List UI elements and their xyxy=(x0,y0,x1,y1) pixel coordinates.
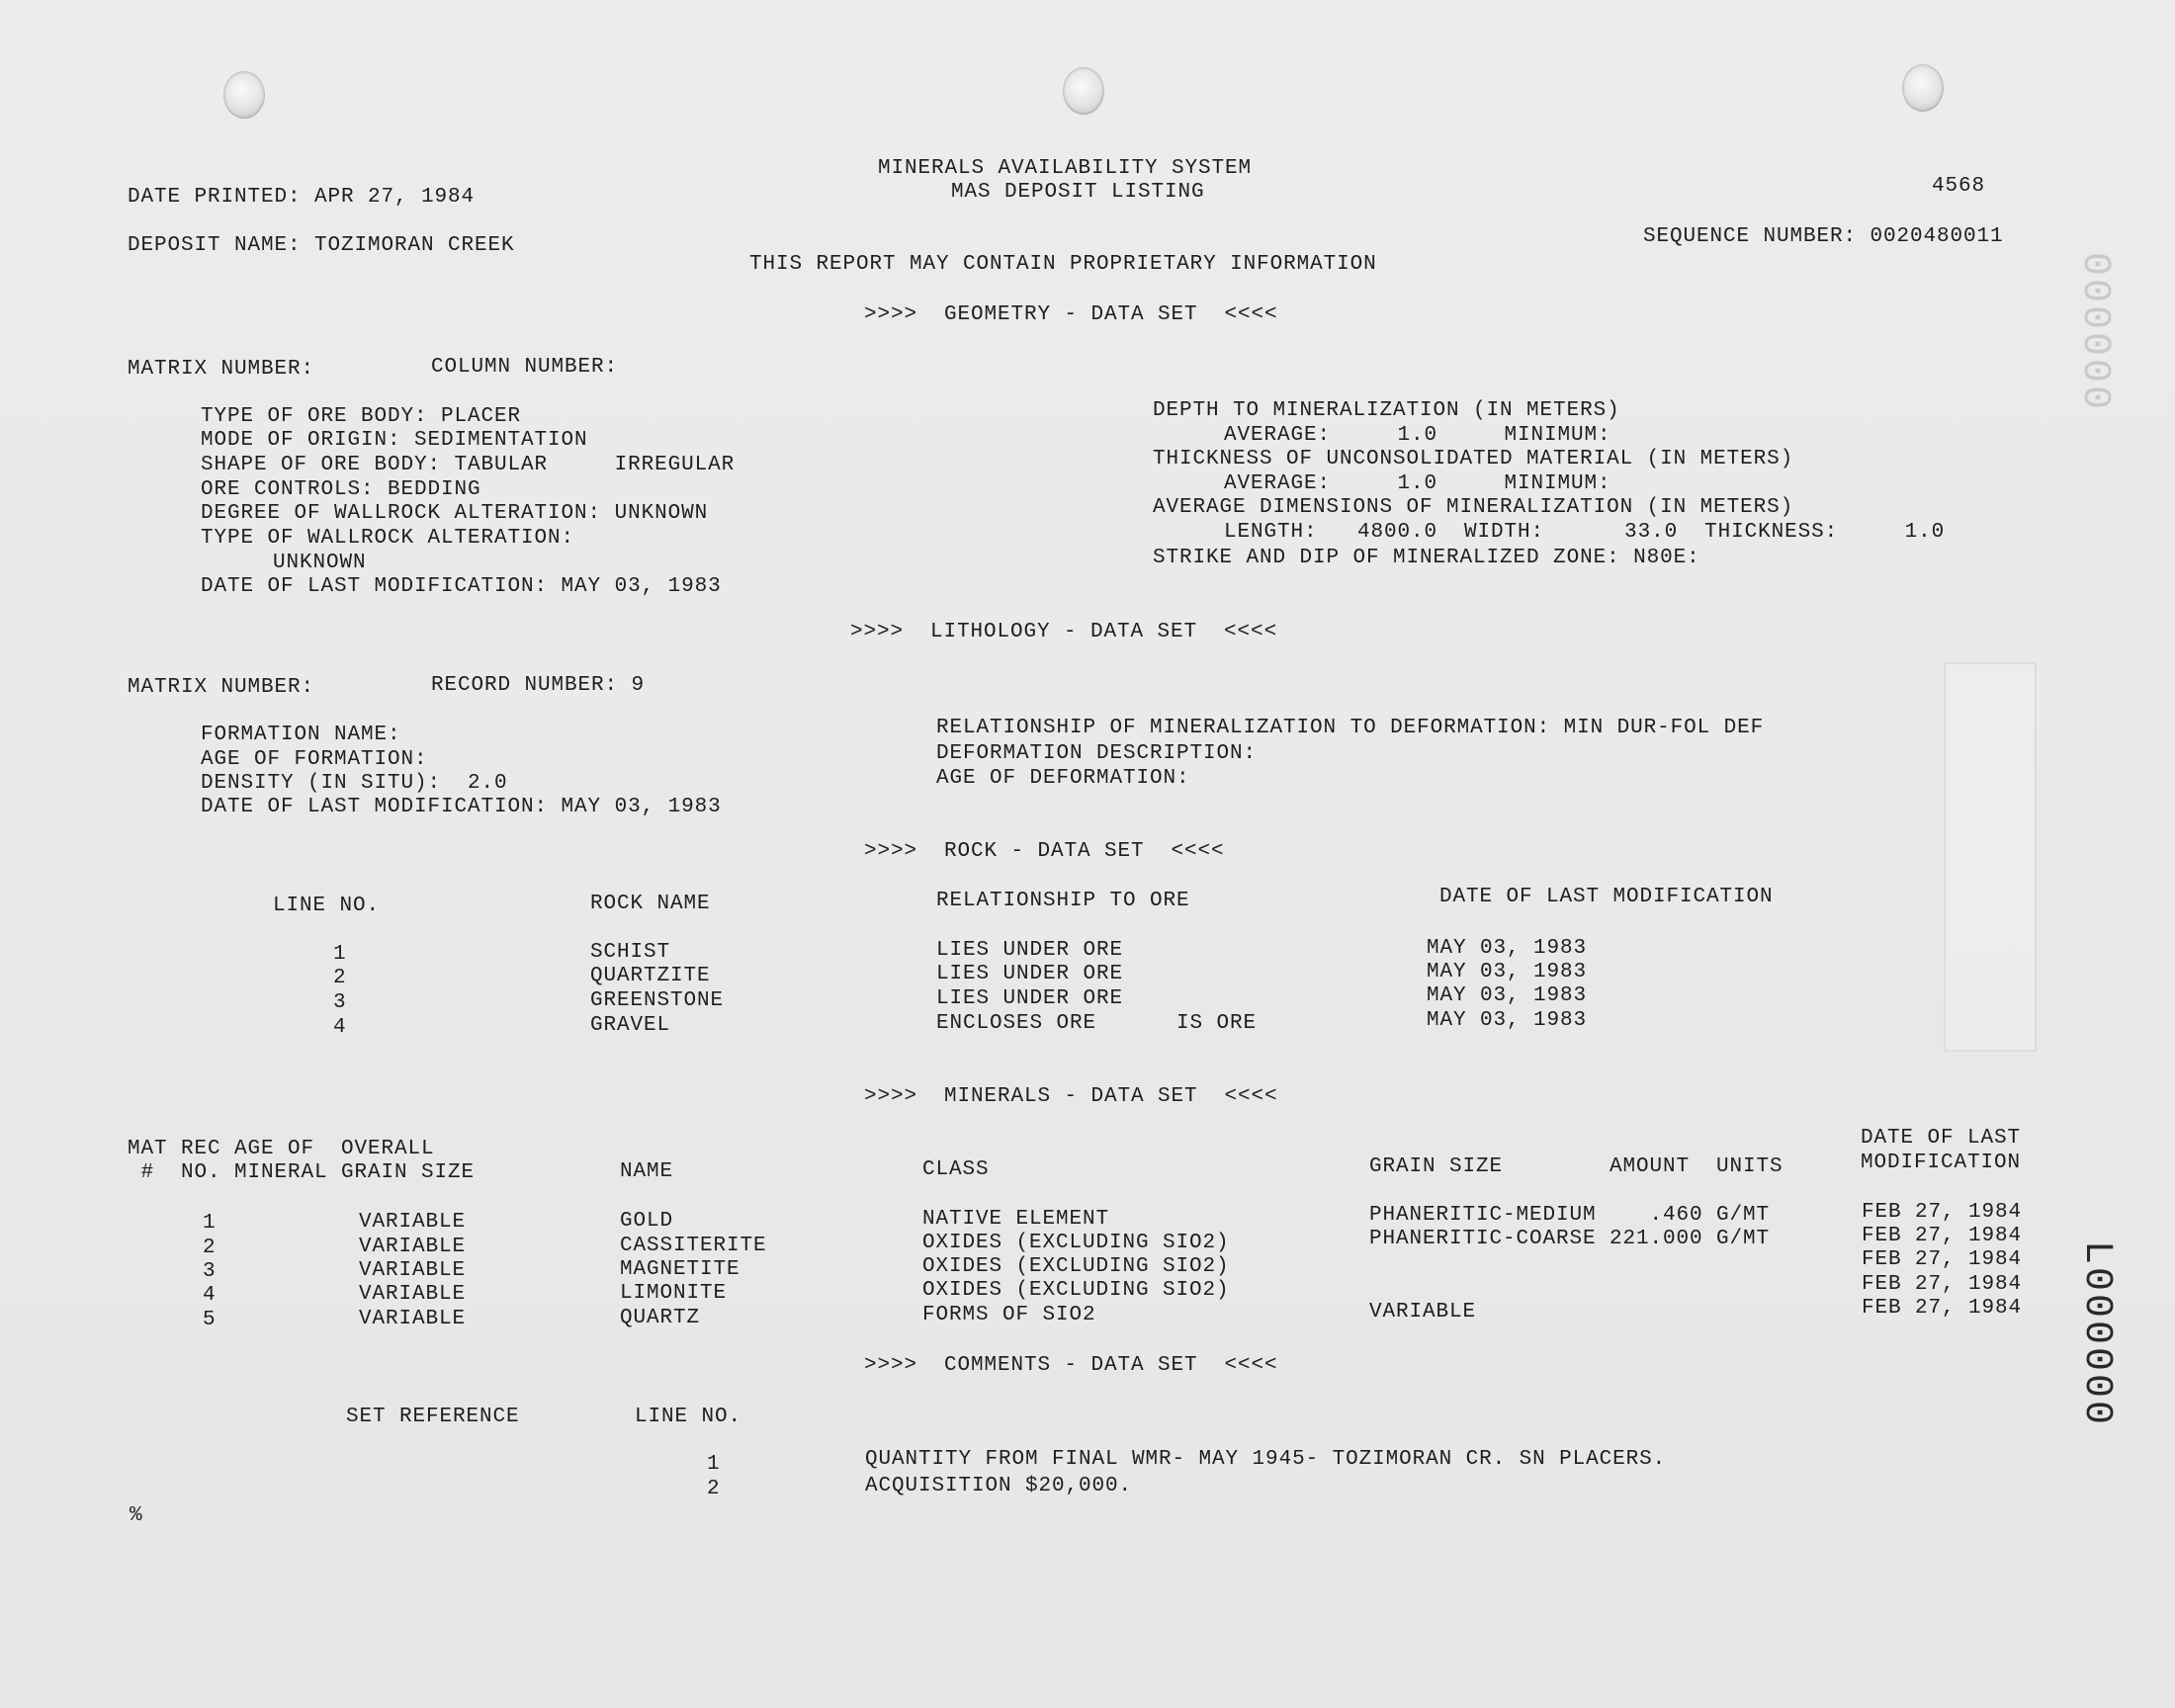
minerals-header-line-1: MAT REC AGE OF OVERALL xyxy=(128,1138,435,1160)
mineral-row-1-rec: 1 xyxy=(203,1212,217,1235)
sequence-number: SEQUENCE NUMBER: 0020480011 xyxy=(1643,225,2004,248)
comment-row-1-line: 1 xyxy=(707,1453,721,1476)
wallrock-alteration-type-value: UNKNOWN xyxy=(273,552,367,574)
minerals-header-date-1: DATE OF LAST xyxy=(1861,1127,2022,1150)
mode-of-origin: MODE OF ORIGIN: SEDIMENTATION xyxy=(201,429,588,452)
mineral-row-1-grain: VARIABLE xyxy=(359,1211,467,1234)
wallrock-alteration-type: TYPE OF WALLROCK ALTERATION: xyxy=(201,527,575,550)
mineral-row-4-date: FEB 27, 1984 xyxy=(1862,1273,2023,1296)
mineral-row-5-date: FEB 27, 1984 xyxy=(1862,1297,2023,1320)
mineral-row-5-name: QUARTZ xyxy=(620,1307,701,1329)
comment-row-1-text: QUANTITY FROM FINAL WMR- MAY 1945- TOZIMORAN CR. SN PLACERS. xyxy=(865,1448,1667,1471)
ore-body-type: TYPE OF ORE BODY: PLACER xyxy=(201,405,522,428)
faint-bleedthrough-box xyxy=(1944,662,2037,1052)
minerals-header-grain-amount-units: GRAIN SIZE AMOUNT UNITS xyxy=(1369,1155,1784,1178)
mineral-row-3-date: FEB 27, 1984 xyxy=(1862,1248,2023,1271)
footer-mark: % xyxy=(130,1504,143,1527)
punch-hole-right xyxy=(1902,64,1944,112)
rock-row-2-name: QUARTZITE xyxy=(590,965,711,987)
mineral-row-2-date: FEB 27, 1984 xyxy=(1862,1225,2023,1247)
mineral-row-2-grain: VARIABLE xyxy=(359,1236,467,1258)
rock-row-1-name: SCHIST xyxy=(590,941,671,964)
mineral-row-2-class: OXIDES (EXCLUDING SIO2) xyxy=(922,1232,1230,1254)
mineral-row-3-name: MAGNETITE xyxy=(620,1258,740,1281)
deformation-relationship: RELATIONSHIP OF MINERALIZATION TO DEFORMATION: MIN DUR-FOL DEF xyxy=(936,717,1765,739)
mineral-row-1-class: NATIVE ELEMENT xyxy=(922,1208,1110,1231)
dimensions-title: AVERAGE DIMENSIONS OF MINERALIZATION (IN METERS) xyxy=(1153,496,1794,519)
listing-title: MAS DEPOSIT LISTING xyxy=(951,181,1205,204)
rock-row-2-date: MAY 03, 1983 xyxy=(1427,961,1588,983)
rock-row-4-name: GRAVEL xyxy=(590,1014,671,1037)
dimensions-values: LENGTH: 4800.0 WIDTH: 33.0 THICKNESS: 1.0 xyxy=(1224,521,1946,544)
mineral-row-3-class: OXIDES (EXCLUDING SIO2) xyxy=(922,1255,1230,1278)
deformation-age: AGE OF DEFORMATION: xyxy=(936,767,1190,790)
mineral-row-3-rec: 3 xyxy=(203,1260,217,1283)
rock-row-4-relationship: ENCLOSES ORE IS ORE xyxy=(936,1012,1258,1035)
rock-row-3-date: MAY 03, 1983 xyxy=(1427,984,1588,1007)
mineral-row-4-class: OXIDES (EXCLUDING SIO2) xyxy=(922,1279,1230,1302)
geometry-last-modification: DATE OF LAST MODIFICATION: MAY 03, 1983 xyxy=(201,575,722,598)
rock-heading: >>>> ROCK - DATA SET <<<< xyxy=(864,840,1225,863)
rock-row-1-date: MAY 03, 1983 xyxy=(1427,937,1588,960)
comments-header-set-reference: SET REFERENCE xyxy=(346,1406,520,1428)
mineral-row-5-class: FORMS OF SIO2 xyxy=(922,1304,1096,1326)
rock-header-line-no: LINE NO. xyxy=(273,895,381,917)
mineral-row-2-detail: PHANERITIC-COARSE 221.000 G/MT xyxy=(1369,1228,1771,1250)
geometry-column-number: COLUMN NUMBER: xyxy=(431,356,619,379)
punch-hole-center xyxy=(1063,67,1104,115)
mineral-row-4-rec: 4 xyxy=(203,1284,217,1307)
rock-row-4-line: 4 xyxy=(333,1016,347,1039)
mineral-row-4-grain: VARIABLE xyxy=(359,1283,467,1306)
lithology-record-number: RECORD NUMBER: 9 xyxy=(431,674,646,697)
ghost-stamp: 000000 xyxy=(2072,252,2117,413)
punch-hole-left xyxy=(223,71,265,119)
date-printed: DATE PRINTED: APR 27, 1984 xyxy=(128,186,476,209)
comments-heading: >>>> COMMENTS - DATA SET <<<< xyxy=(864,1354,1278,1377)
minerals-heading: >>>> MINERALS - DATA SET <<<< xyxy=(864,1085,1278,1108)
mineral-row-1-name: GOLD xyxy=(620,1210,674,1233)
rock-row-2-relationship: LIES UNDER ORE xyxy=(936,963,1124,985)
mineral-row-4-name: LIMONITE xyxy=(620,1282,728,1305)
mineral-row-1-date: FEB 27, 1984 xyxy=(1862,1201,2023,1224)
geometry-matrix-number: MATRIX NUMBER: xyxy=(128,358,315,381)
page-id: 4568 xyxy=(1932,175,1986,198)
rock-row-3-name: GREENSTONE xyxy=(590,989,725,1012)
mineral-row-5-rec: 5 xyxy=(203,1309,217,1331)
mineral-row-2-rec: 2 xyxy=(203,1237,217,1259)
depth-title: DEPTH TO MINERALIZATION (IN METERS) xyxy=(1153,399,1620,422)
lithology-last-modification: DATE OF LAST MODIFICATION: MAY 03, 1983 xyxy=(201,796,722,818)
rock-header-date: DATE OF LAST MODIFICATION xyxy=(1439,886,1774,908)
deformation-description: DEFORMATION DESCRIPTION: xyxy=(936,742,1258,765)
rock-header-name: ROCK NAME xyxy=(590,893,711,915)
margin-stamp: L000000 xyxy=(2074,1240,2119,1428)
rock-row-2-line: 2 xyxy=(333,967,347,989)
mineral-row-5-detail: VARIABLE xyxy=(1369,1301,1477,1324)
thickness-values: AVERAGE: 1.0 MINIMUM: xyxy=(1224,472,1611,495)
minerals-header-date-2: MODIFICATION xyxy=(1861,1152,2022,1174)
comment-row-2-line: 2 xyxy=(707,1478,721,1500)
rock-row-3-line: 3 xyxy=(333,991,347,1014)
wallrock-alteration-degree: DEGREE OF WALLROCK ALTERATION: UNKNOWN xyxy=(201,502,709,525)
mineral-row-2-name: CASSITERITE xyxy=(620,1235,767,1257)
deposit-name: DEPOSIT NAME: TOZIMORAN CREEK xyxy=(128,234,515,257)
mineral-row-5-grain: VARIABLE xyxy=(359,1308,467,1330)
ore-controls: ORE CONTROLS: BEDDING xyxy=(201,478,481,501)
rock-row-1-line: 1 xyxy=(333,943,347,966)
formation-age: AGE OF FORMATION: xyxy=(201,748,428,771)
strike-dip: STRIKE AND DIP OF MINERALIZED ZONE: N80E: xyxy=(1153,547,1700,569)
comment-row-2-text: ACQUISITION $20,000. xyxy=(865,1475,1133,1497)
ore-body-shape: SHAPE OF ORE BODY: TABULAR IRREGULAR xyxy=(201,454,736,476)
minerals-header-line-2: # NO. MINERAL GRAIN SIZE xyxy=(128,1161,476,1184)
depth-values: AVERAGE: 1.0 MINIMUM: xyxy=(1224,424,1611,447)
mineral-row-1-detail: PHANERITIC-MEDIUM .460 G/MT xyxy=(1369,1204,1771,1227)
system-title: MINERALS AVAILABILITY SYSTEM xyxy=(878,157,1253,180)
rock-row-3-relationship: LIES UNDER ORE xyxy=(936,987,1124,1010)
rock-row-1-relationship: LIES UNDER ORE xyxy=(936,939,1124,962)
minerals-header-class: CLASS xyxy=(922,1158,990,1181)
rock-row-4-date: MAY 03, 1983 xyxy=(1427,1009,1588,1032)
comments-header-line-no: LINE NO. xyxy=(635,1406,742,1428)
rock-header-relationship: RELATIONSHIP TO ORE xyxy=(936,890,1190,912)
geometry-heading: >>>> GEOMETRY - DATA SET <<<< xyxy=(864,303,1278,326)
mineral-row-3-grain: VARIABLE xyxy=(359,1259,467,1282)
minerals-header-name: NAME xyxy=(620,1160,674,1183)
lithology-matrix-number: MATRIX NUMBER: xyxy=(128,676,315,699)
proprietary-notice: THIS REPORT MAY CONTAIN PROPRIETARY INFORMATION xyxy=(749,253,1377,276)
thickness-title: THICKNESS OF UNCONSOLIDATED MATERIAL (IN METERS) xyxy=(1153,448,1794,470)
formation-name: FORMATION NAME: xyxy=(201,724,401,746)
lithology-heading: >>>> LITHOLOGY - DATA SET <<<< xyxy=(850,621,1278,643)
density: DENSITY (IN SITU): 2.0 xyxy=(201,772,508,795)
